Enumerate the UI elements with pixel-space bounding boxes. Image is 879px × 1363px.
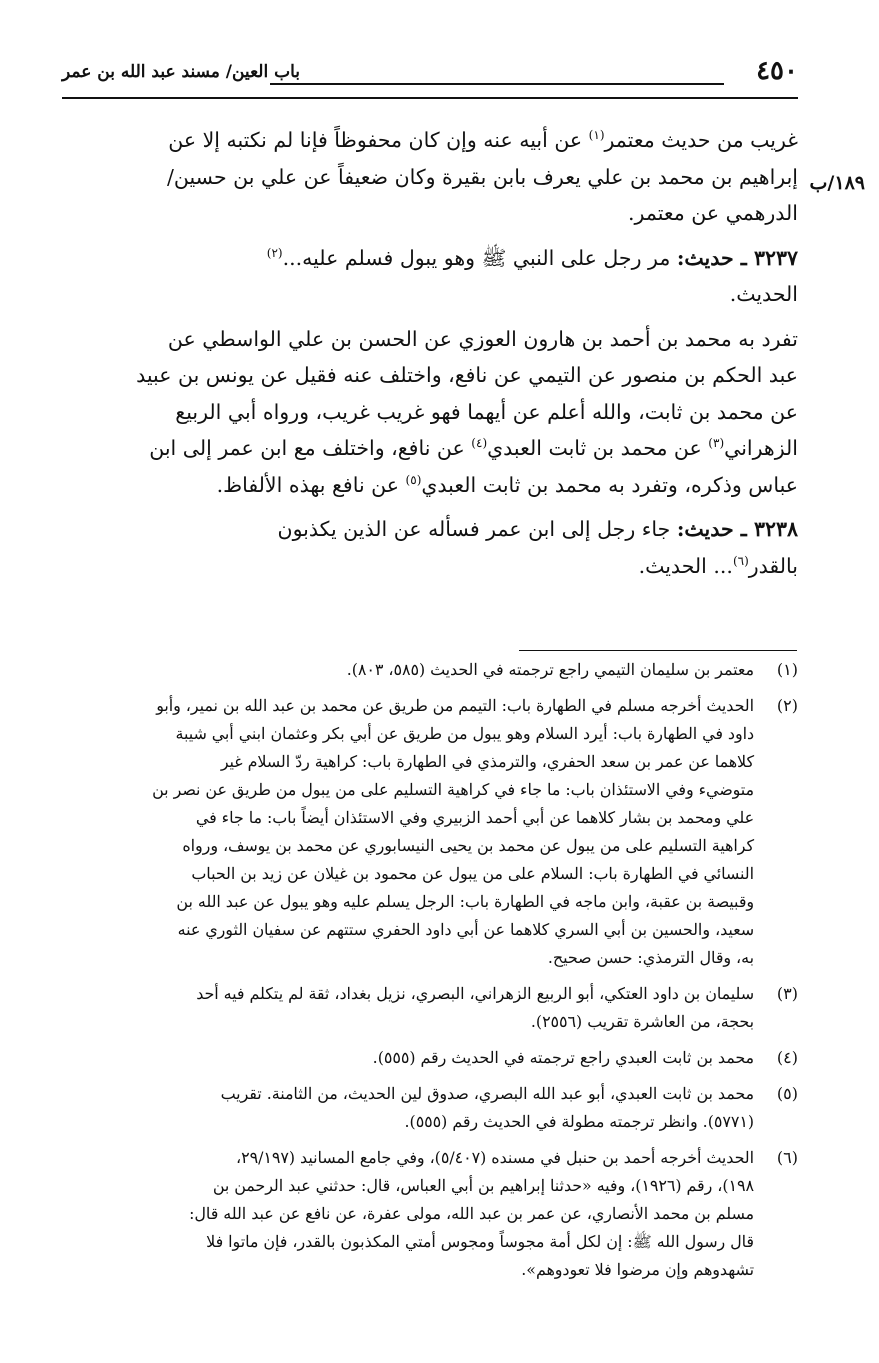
footnote-2: (٢) الحديث أخرجه مسلم في الطهارة باب: التيمم من طريق عن محمد بن عبد الله بن نمير، وأبو داود في الطهارة باب: أيرد السلام وهو يبول من طريق عن أبي بكر وعثمان ابني أبي شيبة كلاهما عن عمر بن سعد الحفري، والترمذي في الطهارة باب: كراهية ردّ السلام غير متوضيء وفي الاستئذان باب: ما جاء في كراهية التسليم على من يبول من طريق عن نصر بن علي ومحمد بن بشار كلاهما عن أبي أحمد الزبيري وفي الاستئذان أيضاً باب: ما جاء في كراهية التسليم على من يبول عن محمد بن يحيى النيسابوري عن محمد بن يوسف، ورواه النسائي في الطهارة باب: السلام على من يبول عن محمود بن غيلان عن زيد بن الحباب وقبيصة بن عقبة، وابن ماجه في الطهارة باب: الرجل يسلم عليه وهو يبول عن عبد الله بن سعيد، والحسين بن أبي السري كلاهما عن أبي داود الحفري ستتهم عن سفيان الثوري عنه به، وقال الترمذي: حسن صحيح. — [62, 692, 798, 972]
footnote-5: (٥) محمد بن ثابت العبدي، أبو عبد الله البصري، صدوق لين الحديث، من الثامنة. تقريب (٥٧٧١). وانظر ترجمته مطولة في الحديث رقم (٥٥٥). — [62, 1080, 798, 1136]
footnote-marker: (٦) — [732, 553, 749, 568]
text-line: الزهراني$^{(٣)}$ عن محمد بن ثابت العبدي$^{(٤)}$ عن نافع، واختلف مع ابن عمر إلى ابن — [149, 436, 798, 460]
paragraph-2 — [62, 321, 798, 504]
header-inner-rule — [270, 83, 724, 85]
footnote-marker: (٣) — [708, 436, 725, 451]
margin-folio-note: ١٨٩/ب — [809, 172, 865, 194]
hadith-number: ٣٢٣٨ ـ حديث: — [676, 517, 798, 541]
paragraph-1 — [62, 122, 798, 232]
text-line: الحديث. — [729, 282, 798, 306]
footnote-3: (٣) سليمان بن داود العتكي، أبو الربيع الزهراني، البصري، نزيل بغداد، ثقة لم يتكلم فيه أحد بحجة، من العاشرة تقريب (٢٥٥٦). — [62, 980, 798, 1036]
header-title: باب العين/ مسند عبد الله بن عمر — [62, 62, 300, 82]
footnote-6: (٦) الحديث أخرجه أحمد بن حنبل في مسنده (٥/٤٠٧)، وفي جامع المسانيد (٢٩/١٩٧، ١٩٨)، رقم (١٩٢٦)، وفيه «حدثنا إبراهيم بن أبي العباس، قال: حدثني عبد الرحمن بن مسلم بن محمد الأنصاري، عن عمر بن عبد الله، مولى عفرة، عن نافع عن عبد الله قال: قال رسول الله ﷺ: إن لكل أمة مجوساً ومجوس أمتي المكذبون بالقدر، فإن ماتوا فلا تشهدوهم وإن مرضوا فلا تعودوهم». — [62, 1144, 798, 1284]
footnote-marker: (٢) — [266, 245, 283, 260]
footnote-number: (٥) — [776, 1084, 798, 1103]
footnote-number: (١) — [776, 660, 798, 679]
text-line: ٣٢٣٨ ـ حديث: جاء رجل إلى ابن عمر فسأله عن الذين يكذبون — [277, 517, 798, 541]
footnote-marker: (٥) — [405, 472, 422, 487]
text-line: ٣٢٣٧ ـ حديث: مر رجل على النبي ﷺ وهو يبول فسلم عليه...$^{(٢)}$ — [266, 245, 798, 270]
hadith-3238 — [62, 511, 798, 584]
footnote-number: (٤) — [776, 1048, 798, 1067]
main-text — [62, 122, 798, 584]
footnote-separator — [519, 650, 797, 651]
text-line: إبراهيم بن محمد بن علي يعرف بابن بقيرة وكان ضعيفاً عن علي بن حسين/ — [166, 164, 798, 189]
hadith-3237 — [62, 240, 798, 313]
page-number: ٤٥٠ — [756, 56, 798, 86]
hadith-number: ٣٢٣٧ ـ حديث: — [676, 245, 798, 270]
footnote-marker: (٤) — [471, 436, 488, 451]
footnote-4: (٤) محمد بن ثابت العبدي راجع ترجمته في الحديث رقم (٥٥٥). — [62, 1044, 798, 1072]
text-line: الدرهمي عن معتمر. — [628, 201, 798, 225]
text-line: عن محمد بن ثابت، والله أعلم عن أيهما فهو غريب غريب، ورواه أبي الربيع — [175, 399, 798, 424]
footnote-1: (١) معتمر بن سليمان التيمي راجع ترجمته في الحديث (٥٨٥، ٨٠٣). — [62, 656, 798, 684]
footnote-number: (٣) — [776, 984, 798, 1003]
text-line: تفرد به محمد بن أحمد بن هارون العوزي عن الحسن بن علي الواسطي عن — [167, 326, 798, 351]
running-header — [62, 56, 798, 92]
text-line: عبد الحكم بن منصور عن التيمي عن نافع، واختلف عنه فقيل عن يونس بن عبيد — [136, 363, 798, 387]
text-line: عباس وذكره، وتفرد به محمد بن ثابت العبدي$^{(٥)}$ عن نافع بهذه الألفاظ. — [216, 472, 798, 497]
footnote-number: (٦) — [776, 1148, 798, 1167]
footnotes — [62, 656, 798, 1292]
footnote-number: (٢) — [776, 696, 798, 715]
header-rule — [62, 97, 798, 99]
text-line: بالقدر$^{(٦)}$... الحديث. — [638, 553, 798, 578]
text-line: غريب من حديث معتمر$^{(١)}$ عن أبيه عنه وإن كان محفوظاً فإنا لم نكتبه إلا عن — [168, 128, 798, 152]
footnote-marker: (١) — [588, 128, 605, 143]
